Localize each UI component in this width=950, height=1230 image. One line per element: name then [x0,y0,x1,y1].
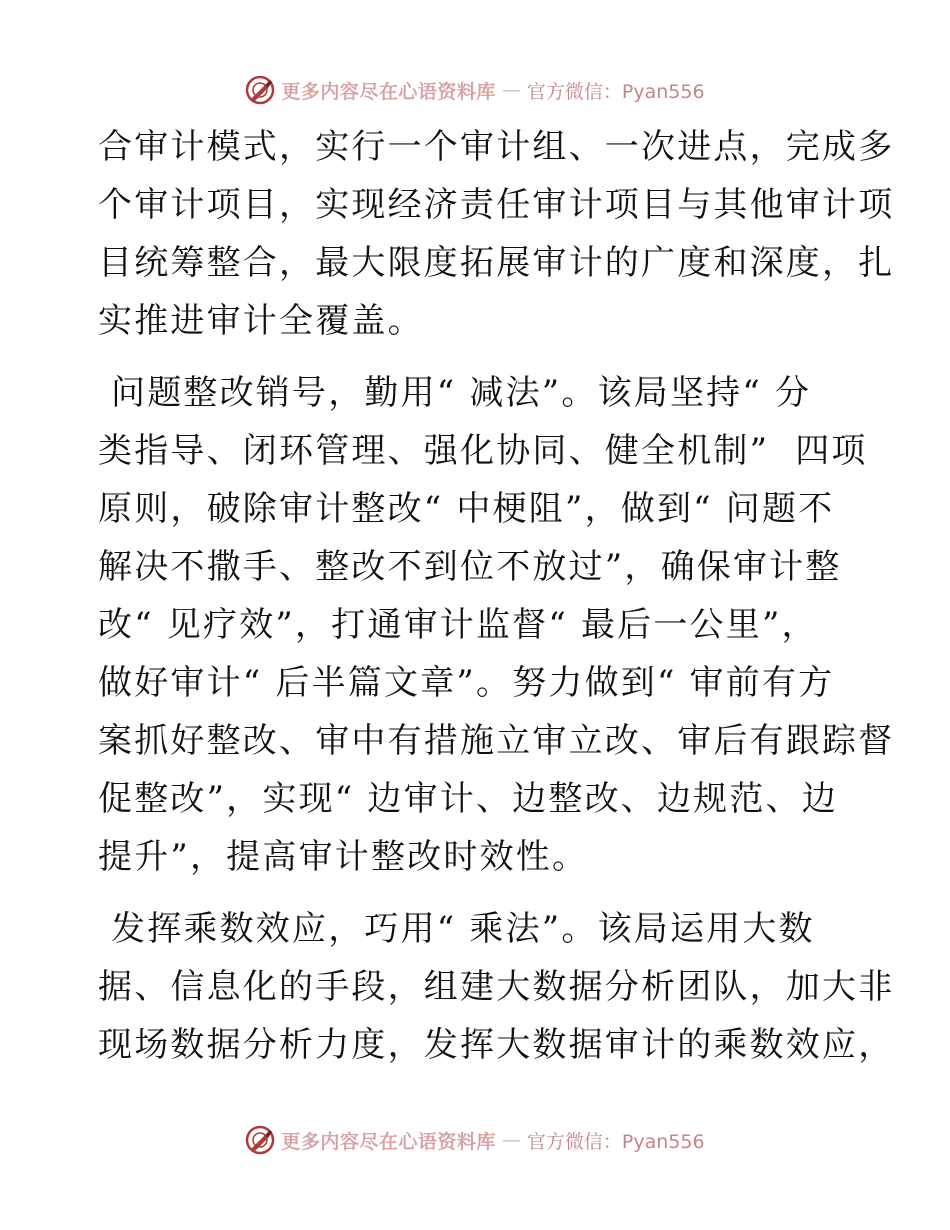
text-line: 目统筹整合，最大限度拓展审计的广度和深度，扎 [98,243,895,283]
brand-logo-icon [245,75,275,105]
text-line: 实推进审计全覆盖。 [98,301,424,341]
banner-separator: — [501,79,521,101]
brand-logo-icon [245,1125,275,1155]
banner-main-text: 更多内容尽在心语资料库 [281,1130,496,1153]
text-line: 促整改”，实现“ 边审计、边整改、边规范、边 [98,779,838,819]
banner-separator: — [501,1129,521,1151]
text-line: 做好审计“ 后半篇文章”。努力做到“ 审前有方 [98,663,835,703]
text-line: 案抓好整改、审中有措施立审立改、审后有跟踪督 [98,721,895,761]
paragraph [98,118,895,350]
text-line: 提升”，提高审计整改时效性。 [98,837,589,877]
text-line: 据、信息化的手段，组建大数据分析团队，加大非 [98,967,895,1007]
text-line: 发挥乘数效应，巧用“ 乘法”。该局运用大数 [98,909,815,949]
header-watermark-banner [0,70,950,110]
text-line: 原则，破除审计整改“ 中梗阻”，做到“ 问题不 [98,489,835,529]
banner-contact-text: 官方微信：Pyan556 [526,1130,705,1153]
footer-watermark-banner [0,1120,950,1160]
text-line: 类指导、闭环管理、强化协同、健全机制” 四项 [98,431,868,471]
text-line: 个审计项目，实现经济责任审计项目与其他审计项 [98,185,895,225]
text-line: 改“ 见疗效”，打通审计监督“ 最后一公里”， [98,605,818,645]
banner-main-text: 更多内容尽在心语资料库 [281,80,496,103]
text-line: 解决不撒手、整改不到位不放过”，确保审计整 [98,547,842,587]
text-line: 现场数据分析力度，发挥大数据审计的乘数效应， [98,1025,895,1065]
text-line: 问题整改销号，勤用“ 减法”。该局坚持“ 分 [98,373,812,413]
text-line: 合审计模式，实行一个审计组、一次进点，完成多 [98,127,895,167]
paragraph [98,364,895,886]
document-body [98,118,895,1074]
banner-contact-text: 官方微信：Pyan556 [526,80,705,103]
paragraph [98,900,895,1074]
